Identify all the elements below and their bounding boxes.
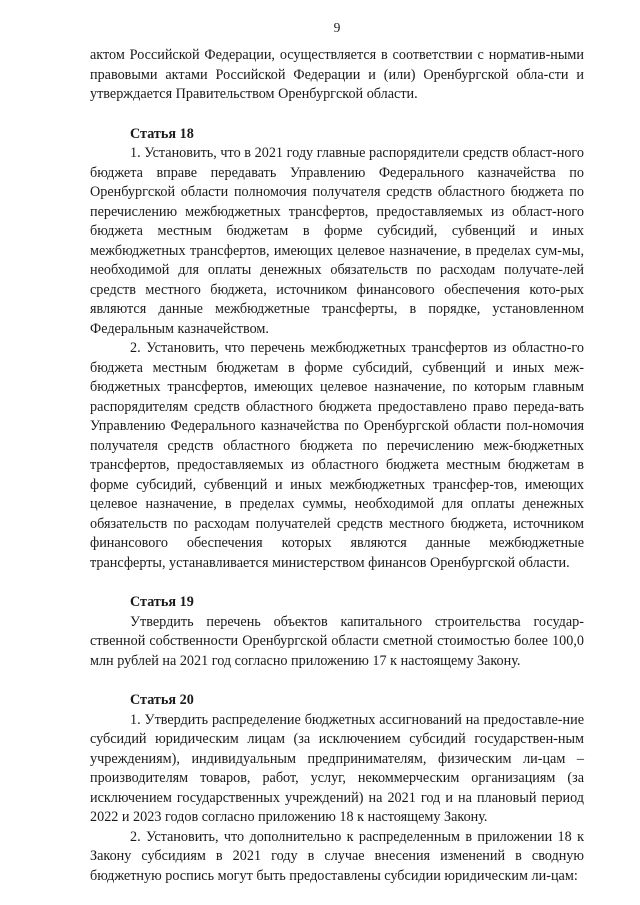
- article-paragraph: 1. Установить, что в 2021 году главные распорядители средств област-ного бюджета вправе передавать Управлению Федерального казначейства по Оренбургской области полномочия получателя средств областного бюджета по перечислению межбюджетных трансфертов, предоставляемых из област-ного бюджета местным бюджетам в форме субсидий, субвенций и иных межбюджетных трансфертов, имеющих целевое назначение, в пределах сум-мы, необходимой для оплаты денежных обязательств по расходам получате-лей средств местного бюджета, источником финансового обеспечения кото-рых являются данные межбюджетные трансферты, в порядке, установленном Федеральным казначейством.: [90, 145, 584, 337]
- document-page: [90, 0, 584, 905]
- intro-paragraph: актом Российской Федерации, осуществляется в соответствии с норматив-ными правовыми актами Российской Федерации и (или) Оренбургской обла-сти и утверждается Правительством Оренбургской области.: [90, 47, 584, 102]
- article-heading: Статья 18: [130, 125, 194, 142]
- article-heading: Статья 20: [130, 692, 194, 708]
- page-number: 9: [333, 20, 341, 35]
- article-paragraph: 2. Установить, что перечень межбюджетных трансфертов из областно-го бюджета местным бюджетам в форме субсидий, субвенций и иных меж-бюджетных трансфертов, имеющих целевое назначение, по которым главным распорядителям средств областного бюджета предоставлено право переда-вать Управлению Федерального казначейства по Оренбургской области пол-номочия получателя средств областного бюджета по перечислению меж-бюджетных трансфертов, предоставляемых из областного бюджета местным бюджетам в форме субсидий, субвенций и иных межбюджетных трансфер-тов, имеющих целевое назначение, в пределах суммы, необходимой для оплаты денежных обязательств по расходам получателей средств местного бюджета, источником финансового обеспечения которых являются данные межбюджетные трансферты, устанавливается министерством финансов Оренбургской области.: [90, 340, 584, 571]
- article-paragraph: Утвердить перечень объектов капитального строительства государ-ственной собственности Оренбургской области сметной стоимостью более 100,0 млн рублей на 2021 год согласно приложению 17 к настоящему Закону.: [90, 613, 584, 669]
- article-heading: Статья 19: [130, 594, 194, 610]
- article-paragraph: 2. Установить, что дополнительно к распределенным в приложении 18 к Закону субсидиям в 2021 году в случае внесения изменений в сводную бюджетную роспись могут быть предоставлены субсидии юридическим ли-цам:: [90, 828, 584, 884]
- article-paragraph: 1. Утвердить распределение бюджетных ассигнований на предоставле-ние субсидий юридическим лицам (за исключением субсидий государствен-ным учреждениям), индивидуальным предпринимателям, физическим ли-цам – производителям товаров, работ, услуг, некоммерческим организациям (за исключением государственных учреждений) на 2021 год и на плановый период 2022 и 2023 годов согласно приложению 18 к настоящему Закону.: [90, 711, 584, 825]
- document-body: [90, 46, 584, 886]
